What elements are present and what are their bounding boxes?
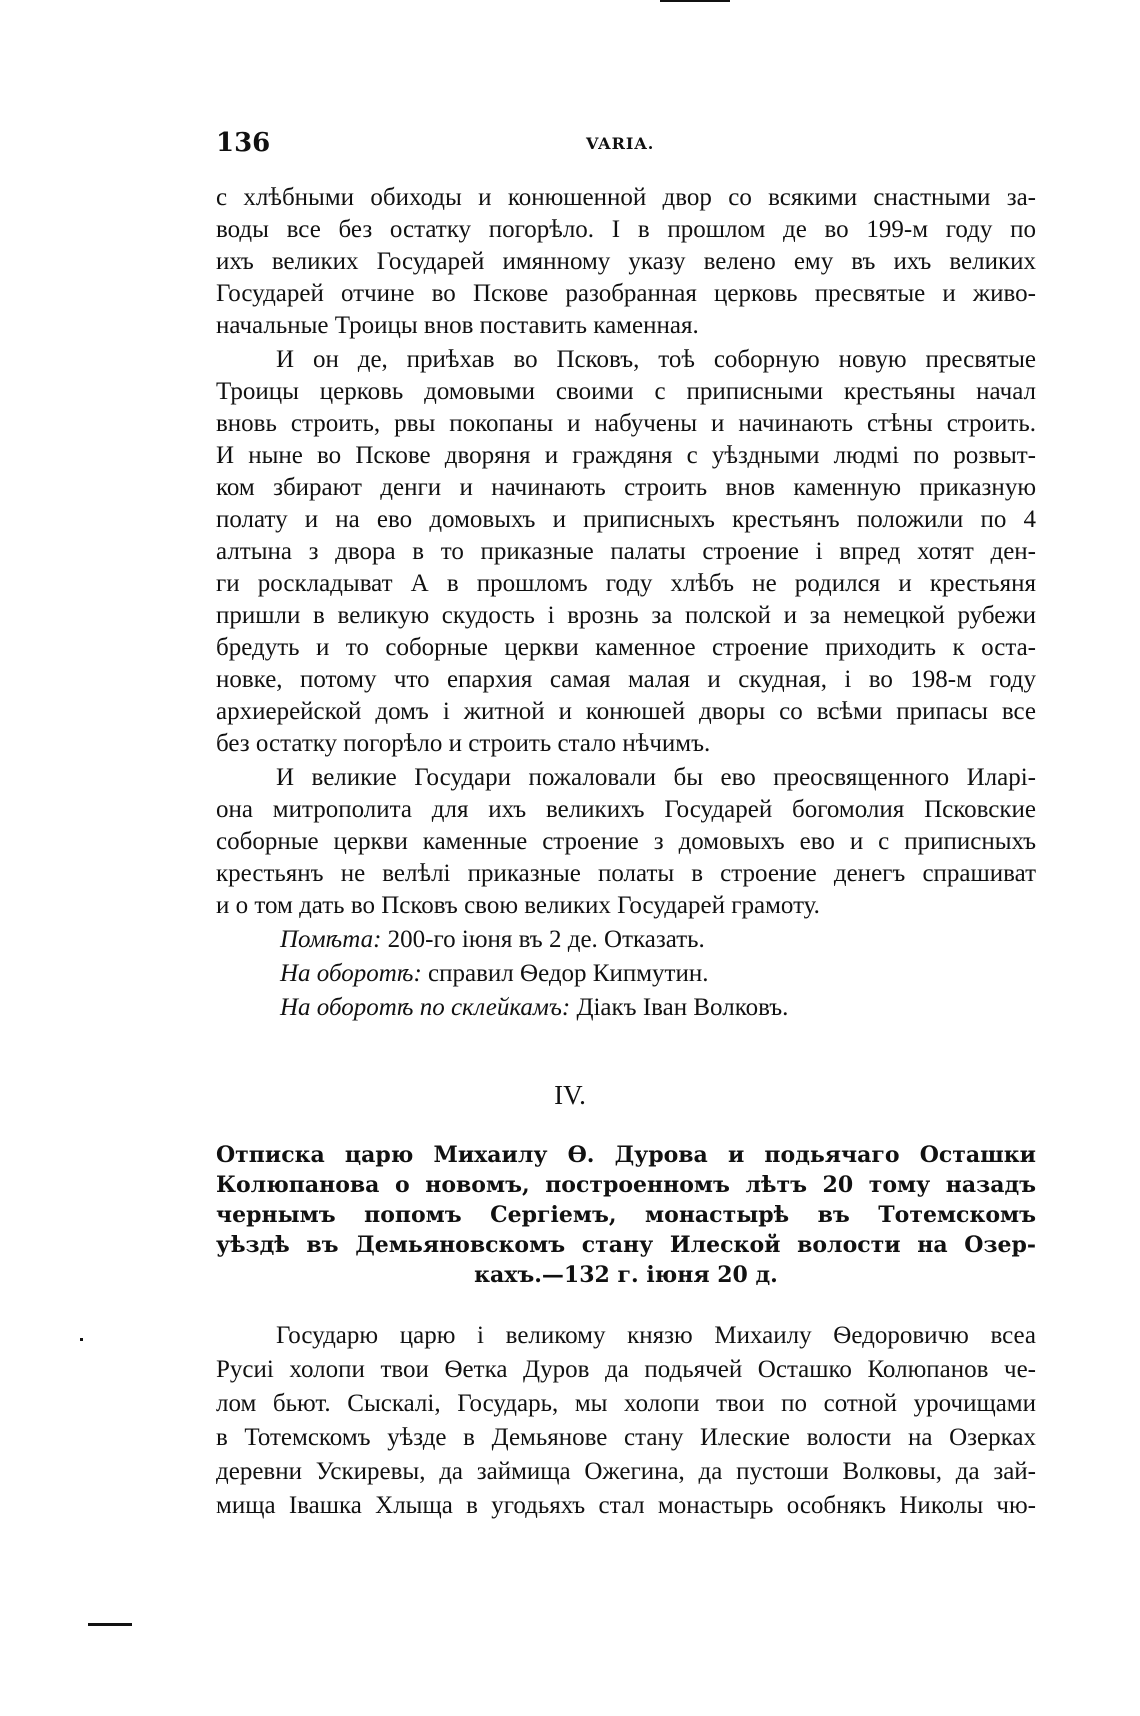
note-label: На оборотѣ: xyxy=(280,960,422,987)
body-line: Троицы церковь домовыми своими с приписными крестьяны начал xyxy=(216,378,1036,405)
body-line: новке, потому что епархия самая малая и скудная, і во 198-м году xyxy=(216,666,1036,693)
section-numeral: IV. xyxy=(554,1080,586,1110)
body-line: архиерейской домъ і житной и конюшей дворы со всѣми припасы все xyxy=(216,698,1036,725)
page-header xyxy=(216,128,1036,162)
body-line: в Тотемскомъ уѣзде в Демьянове стану Илеские волости на Озерках xyxy=(216,1424,1036,1451)
section-title-line: Отписка царю Михаилу Ѳ. Дурова и подьячаго Осташки xyxy=(216,1142,1036,1168)
body-line: И он де, приѣхав во Псковъ, тоѣ соборную новую пресвятые xyxy=(276,346,1036,373)
running-head: VARIA. xyxy=(586,134,655,153)
body-line: полату и на ево домовыхъ и приписныхъ крестьянъ положили по 4 xyxy=(216,506,1036,533)
body-line: Русиі холопи твои Ѳетка Дуров да подьячей Осташко Колюпанов че- xyxy=(216,1356,1036,1383)
body-line: с хлѣбными обиходы и конюшенной двор со всякими снастными за- xyxy=(216,184,1036,211)
body-line: бредуть и то соборные церкви каменное строение приходить к оста- xyxy=(216,634,1036,661)
body-line: начальные Троицы внов поставить каменная. xyxy=(216,312,699,339)
note-text: 200-го іюня въ 2 де. Отказать. xyxy=(381,926,705,953)
scan-mark xyxy=(80,1338,83,1341)
note-line xyxy=(280,992,788,1024)
body-line: она митрополита для ихъ великихъ Государей богомолия Псковские xyxy=(216,796,1036,823)
body-line: без остатку погорѣло и строить стало нѣчимъ. xyxy=(216,730,711,757)
body-line: И великие Государи пожаловали бы ево преосвященного Иларі- xyxy=(276,764,1036,791)
note-line xyxy=(280,924,705,956)
section-title-line: кахъ.—132 г. іюня 20 д. xyxy=(474,1262,778,1288)
scan-mark xyxy=(660,0,730,2)
section-title-line: Колюпанова о новомъ, построенномъ лѣтъ 20 тому назадъ xyxy=(216,1172,1036,1198)
body-line: мища Івашка Хлыща в угодьяхъ стал монастырь особнякъ Николы чю- xyxy=(216,1492,1036,1519)
section-title-line: чернымъ попомъ Сергіемъ, монастырѣ въ Тотемскомъ xyxy=(216,1202,1036,1228)
body-line: лом бьют. Сыскалі, Государь, мы холопи твои по сотной урочищами xyxy=(216,1390,1036,1417)
body-line: соборные церкви каменные строение з домовыхъ ево и с приписныхъ xyxy=(216,828,1036,855)
note-text: справил Ѳедор Кипмутин. xyxy=(421,960,709,987)
section-title-line: уѣздѣ въ Демьяновскомъ стану Илеской волости на Озер- xyxy=(216,1232,1036,1258)
body-line: Государей отчине во Пскове разобранная церковь пресвятые и живо- xyxy=(216,280,1036,307)
body-line: крестьянъ не велѣлі приказные полаты в строение денегъ спрашиват xyxy=(216,860,1036,887)
note-line xyxy=(280,958,709,990)
note-label: Помѣта: xyxy=(280,926,382,953)
note-label: На оборотѣ по склейкамъ: xyxy=(280,994,571,1021)
body-line: воды все без остатку погорѣло. I в прошлом де во 199-м году по xyxy=(216,216,1036,243)
body-line: ихъ великих Государей имянному указу велено ему въ ихъ великих xyxy=(216,248,1036,275)
body-line: алтына з двора в то приказные палаты строение і впред хотят ден- xyxy=(216,538,1036,565)
body-line: И ныне во Пскове дворяня и граждяня с уѣздными людмі по розвыт- xyxy=(216,442,1036,469)
body-line: пришли в великую скудость і врознь за полской и за немецкой рубежи xyxy=(216,602,1036,629)
body-line: ги роскладыват А в прошломъ году хлѣбъ не родился и крестьяня xyxy=(216,570,1036,597)
page-number: 136 xyxy=(216,128,271,158)
body-line: Государю царю і великому князю Михаилу Ѳедоровичю всеа xyxy=(276,1322,1036,1349)
body-line: и о том дать во Псковъ свою великих Государей грамоту. xyxy=(216,892,820,919)
scan-mark xyxy=(88,1623,132,1626)
note-text: Діакъ Іван Волковъ. xyxy=(570,994,789,1021)
body-line: ком збирают денги и начинають строить внов каменную приказную xyxy=(216,474,1036,501)
body-line: вновь строить, рвы покопаны и набучены и начинають стѣны строить. xyxy=(216,410,1036,437)
body-line: деревни Ускиревы, да займища Ожегина, да пустоши Волковы, да зай- xyxy=(216,1458,1036,1485)
